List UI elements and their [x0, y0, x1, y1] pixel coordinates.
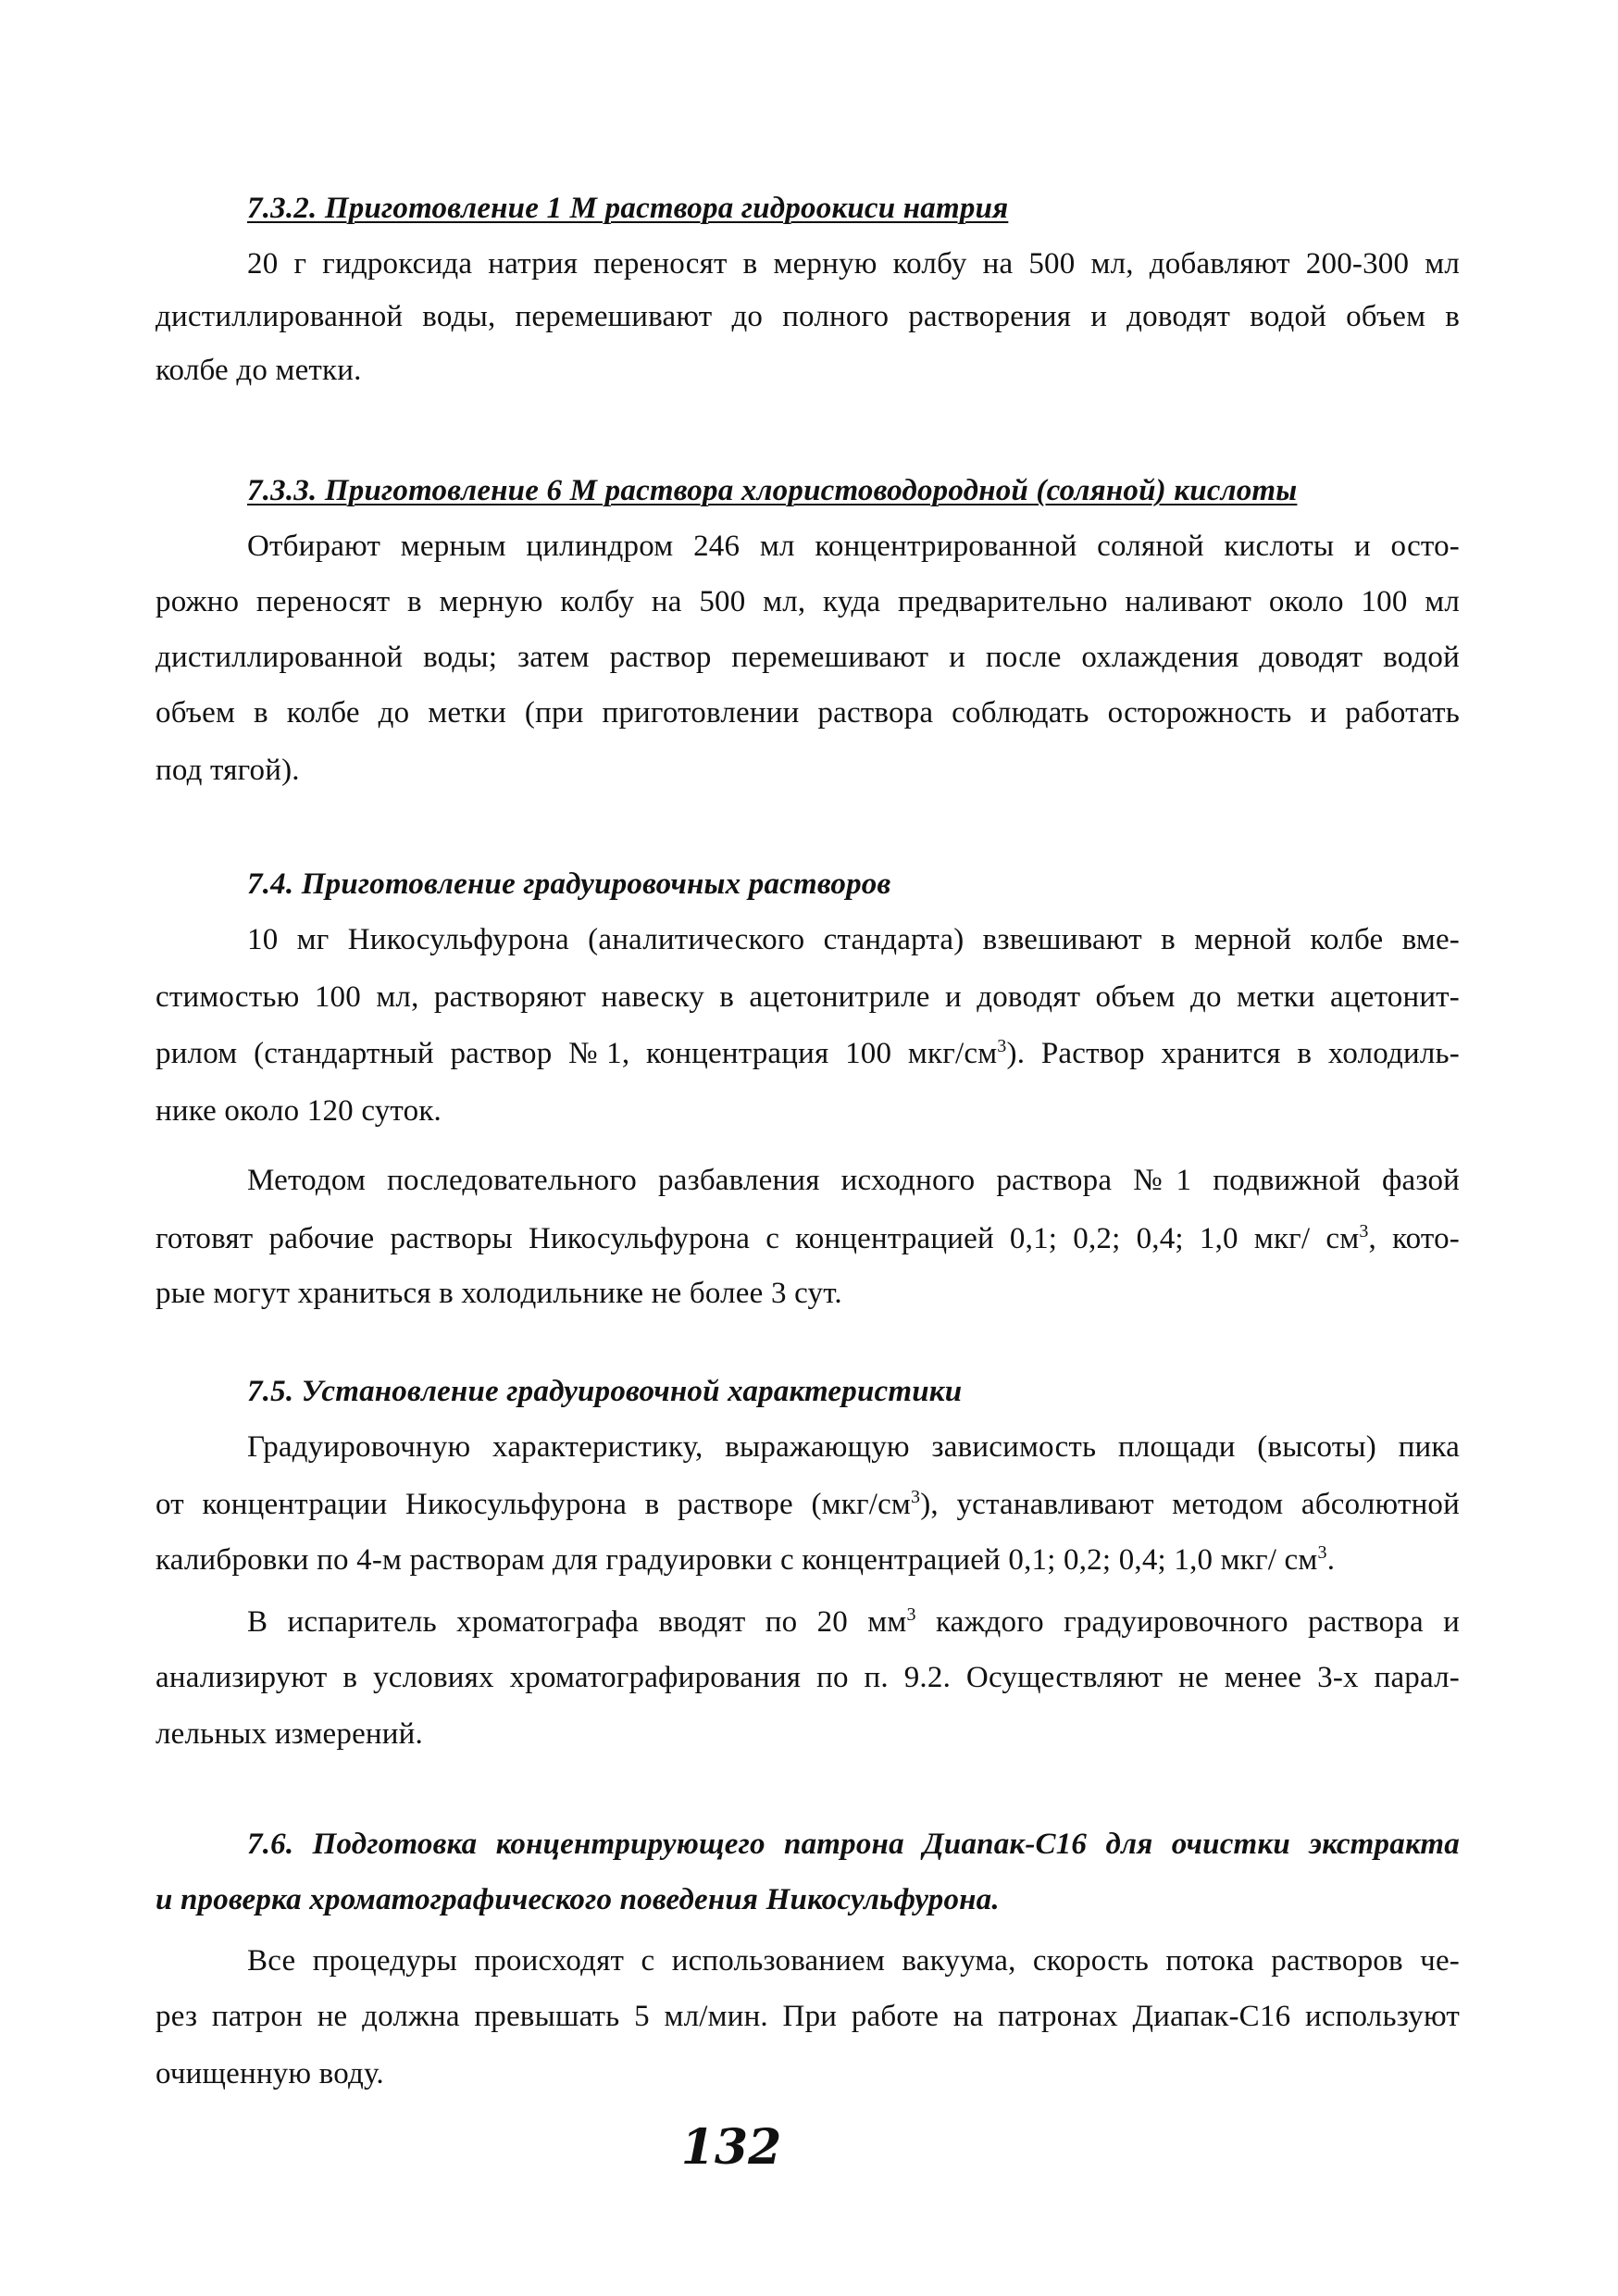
line-text: ). Раствор хранится в холодиль- [1006, 1037, 1460, 1070]
section-7-6-line: Все процедуры происходят с использованием вакуума, скорость потока растворов че- [247, 1944, 1460, 1978]
section-7-4-line: 10 мг Никосульфурона (аналитического стандарта) взвешивают в мерной колбе вме- [247, 923, 1460, 956]
section-7-4-line [156, 1220, 1460, 1257]
section-7-5-heading: 7.5. Установление градуировочной характеристики [247, 1375, 963, 1408]
section-7-4-line: стимостью 100 мл, растворяют навеску в ацетонитриле и доводят объем до метки ацетонит- [156, 980, 1460, 1014]
superscript: 3 [1317, 1542, 1327, 1563]
line-text: готовят рабочие растворы Никосульфурона с концентрацией 0,1; 0,2; 0,4; 1,0 мкг/ см [156, 1222, 1360, 1255]
section-7-3-2-heading: 7.3.2. Приготовление 1 М раствора гидроокиси натрия [247, 192, 1009, 225]
line-text: калибровки по 4-м растворам для градуировки с концентрацией 0,1; 0,2; 0,4; 1,0 мкг/ см [156, 1543, 1318, 1577]
section-7-3-2-line: дистиллированной воды, перемешивают до полного растворения и доводят водой объем в [156, 300, 1460, 333]
line-text: , кото- [1368, 1222, 1460, 1255]
line-text: от концентрации Никосульфурона в растворе (мкг/см [156, 1488, 912, 1521]
section-7-4-heading: 7.4. Приготовление градуировочных растворов [247, 867, 891, 901]
section-7-6-heading: 7.6. Подготовка концентрирующего патрона Диапак-С16 для очистки экстракта [247, 1828, 1460, 1861]
section-7-3-3-line: под тягой). [156, 754, 300, 787]
section-7-4-line [156, 1035, 1460, 1072]
page-number: 132 [680, 2119, 782, 2176]
section-7-5-line: Градуировочную характеристику, выражающую зависимость площади (высоты) пика [247, 1430, 1460, 1464]
section-7-3-3-line: дистиллированной воды; затем раствор перемешивают и после охлаждения доводят водой [156, 641, 1460, 674]
section-7-5-line [156, 1541, 1335, 1578]
section-7-5-line: анализируют в условиях хроматографирования по п. 9.2. Осуществляют не менее 3-х парал- [156, 1661, 1460, 1694]
superscript: 3 [1359, 1221, 1369, 1242]
line-text: В испаритель хроматографа вводят по 20 мм [247, 1605, 907, 1639]
section-7-3-3-line: Отбирают мерным цилиндром 246 мл концентрированной соляной кислоты и осто- [247, 530, 1460, 563]
section-7-4-line: Методом последовательного разбавления исходного раствора №1 подвижной фазой [247, 1164, 1460, 1197]
section-7-3-3-line: объем в колбе до метки (при приготовлении раствора соблюдать осторожность и работать [156, 696, 1460, 730]
line-text: рилом (стандартный раствор №1, концентрация 100 мкг/см [156, 1037, 998, 1070]
line-text: ), устанавливают методом абсолютной [920, 1488, 1460, 1521]
line-text: каждого градуировочного раствора и [915, 1605, 1460, 1639]
section-7-5-line: лельных измерений. [156, 1717, 423, 1751]
section-7-6-line: рез патрон не должна превышать 5 мл/мин. При работе на патронах Диапак-С16 используют [156, 2000, 1460, 2033]
section-7-3-2-line: колбе до метки. [156, 354, 362, 387]
section-7-4-line: нике около 120 суток. [156, 1094, 442, 1128]
section-7-5-line [247, 1603, 1460, 1641]
section-7-6-line: очищенную воду. [156, 2057, 384, 2090]
section-7-3-2-line: 20 г гидроксида натрия переносят в мерную колбу на 500 мл, добавляют 200-300 мл [247, 247, 1460, 281]
superscript: 3 [906, 1604, 916, 1625]
section-7-4-line: рые могут храниться в холодильнике не более 3 сут. [156, 1277, 842, 1310]
superscript: 3 [997, 1036, 1007, 1056]
superscript: 3 [911, 1487, 921, 1507]
section-7-6-heading: и проверка хроматографического поведения Никосульфурона. [156, 1883, 1000, 1916]
section-7-3-3-heading: 7.3.3. Приготовление 6 М раствора хлористоводородной (соляной) кислоты [247, 474, 1298, 507]
section-7-3-3-line: рожно переносят в мерную колбу на 500 мл, куда предварительно наливают около 100 мл [156, 585, 1460, 618]
section-7-5-line [156, 1486, 1460, 1523]
line-text: . [1326, 1543, 1336, 1577]
